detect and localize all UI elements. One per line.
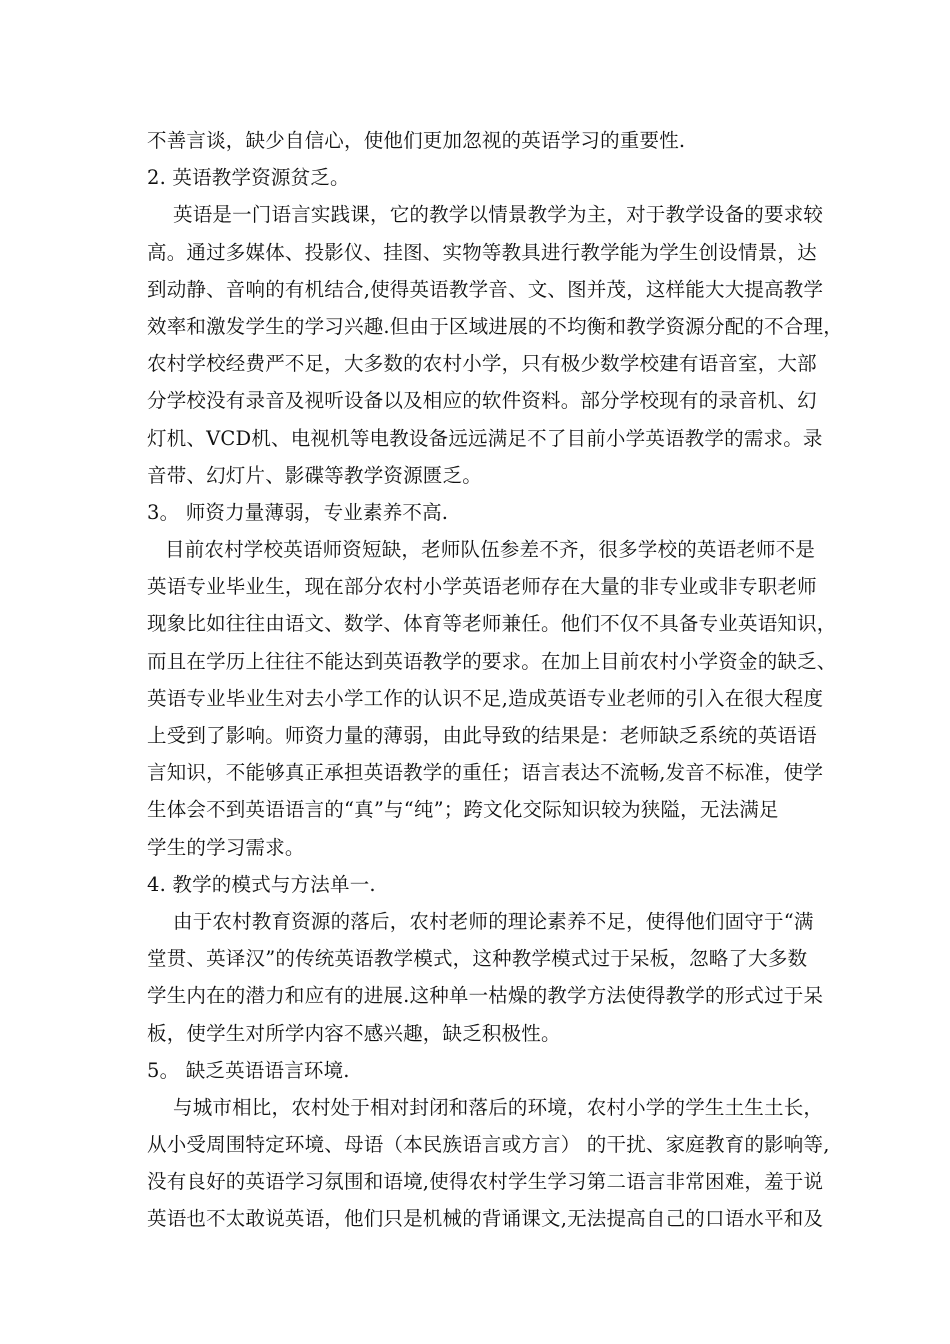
text-line: 言知识，不能够真正承担英语教学的重任；语言表达不流畅,发音不标准，使学	[147, 761, 824, 785]
section-heading-3: 3。 师资力量薄弱，专业素养不高.	[147, 500, 449, 524]
text-line: 分学校没有录音及视听设备以及相应的软件资料。部分学校现有的录音机、幻	[147, 389, 817, 413]
text-line: 板，使学生对所学内容不感兴趣，缺乏积极性。	[147, 1021, 561, 1045]
text-line: 英语专业毕业生，现在部分农村小学英语老师存在大量的非专业或非专职老师	[147, 575, 817, 599]
text-line: 上受到了影响。师资力量的薄弱，由此导致的结果是：老师缺乏系统的英语语	[147, 724, 817, 747]
section-heading-2: 2. 英语教学资源贫乏。	[147, 166, 350, 190]
text-line: 现象比如往往由语文、数学、体育等老师兼任。他们不仅不具备专业英语知识，	[147, 612, 837, 636]
text-line: 高。通过多媒体、投影仪、挂图、实物等教具进行教学能为学生创设情景，达	[147, 240, 817, 264]
text-line: 由于农村教育资源的落后，农村老师的理论素养不足，使得他们固守于“满	[173, 909, 814, 933]
text-line: 堂贯、英译汉”的传统英语教学模式，这种教学模式过于呆板，忽略了大多数	[147, 947, 808, 971]
text-line: 英语也不太敢说英语，他们只是机械的背诵课文,无法提高自己的口语水平和及	[147, 1207, 824, 1231]
text-line: 英语是一门语言实践课，它的教学以情景教学为主，对于教学设备的要求较	[173, 203, 824, 227]
text-line: 目前农村学校英语师资短缺，老师队伍参差不齐，很多学校的英语老师不是	[165, 538, 816, 562]
text-line: 学生内在的潜力和应有的进展.这种单一枯燥的教学方法使得教学的形式过于呆	[147, 984, 824, 1008]
text-line: 而且在学历上往往不能达到英语教学的要求。在加上目前农村小学资金的缺乏、	[147, 649, 837, 673]
text-line: 英语专业毕业生对去小学工作的认识不足,造成英语专业老师的引入在很大程度	[147, 686, 824, 710]
text-line: 生体会不到英语语言的“真”与“纯”；跨文化交际知识较为狭隘，无法满足	[147, 798, 779, 822]
text-line: 没有良好的英语学习氛围和语境,使得农村学生学习第二语言非常困难，羞于说	[147, 1170, 824, 1194]
section-heading-4: 4. 教学的模式与方法单一.	[147, 872, 376, 896]
text-line: 不善言谈，缺少自信心，使他们更加忽视的英语学习的重要性.	[147, 129, 686, 152]
text-line: 学生的学习需求。	[147, 835, 305, 859]
text-line: 农村学校经费严不足，大多数的农村小学，只有极少数学校建有语音室，大部	[147, 352, 817, 376]
text-line: 效率和激发学生的学习兴趣.但由于区域进展的不均衡和教学资源分配的不合理，	[147, 314, 843, 338]
text-line: 与城市相比，农村处于相对封闭和落后的环境，农村小学的学生土生土长，	[173, 1095, 824, 1119]
text-line: 到动静、音响的有机结合,使得英语教学音、文、图并茂，这样能大大提高教学	[147, 277, 824, 301]
text-line: 灯机、VCD机、电视机等电教设备远远满足不了目前小学英语教学的需求。录	[147, 426, 823, 450]
text-line: 从小受周围特定环境、母语（本民族语言或方言） 的干扰、家庭教育的影响等,	[147, 1133, 830, 1157]
section-heading-5: 5。 缺乏英语语言环境.	[147, 1058, 350, 1082]
document-body	[147, 122, 843, 1238]
text-line: 音带、幻灯片、影碟等教学资源匮乏。	[147, 463, 482, 487]
